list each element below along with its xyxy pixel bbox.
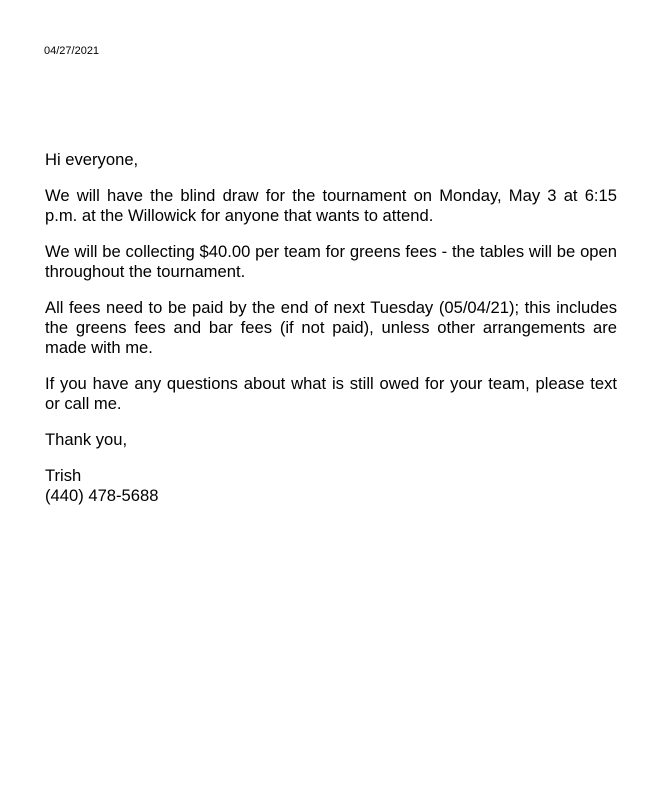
letter-date: 04/27/2021 [44, 45, 100, 57]
greeting: Hi everyone, [45, 150, 139, 169]
paragraph-questions: If you have any questions about what is still owed for your team, please text or call me. [45, 374, 617, 413]
paragraph-blind-draw: We will have the blind draw for the tournament on Monday, May 3 at 6:15 p.m. at the Willowick for anyone that wants to attend. [45, 186, 617, 225]
signature-name: Trish [45, 466, 82, 485]
letter-body [45, 150, 617, 506]
closing: Thank you, [45, 430, 128, 449]
signature-block [45, 466, 617, 506]
signature-phone: (440) 478-5688 [45, 486, 159, 505]
paragraph-fees-due: All fees need to be paid by the end of next Tuesday (05/04/21); this includes the greens fees and bar fees (if not paid), unless other arrangements are made with me. [45, 298, 617, 357]
paragraph-greens-fees: We will be collecting $40.00 per team for greens fees - the tables will be open throughout the tournament. [45, 242, 617, 281]
